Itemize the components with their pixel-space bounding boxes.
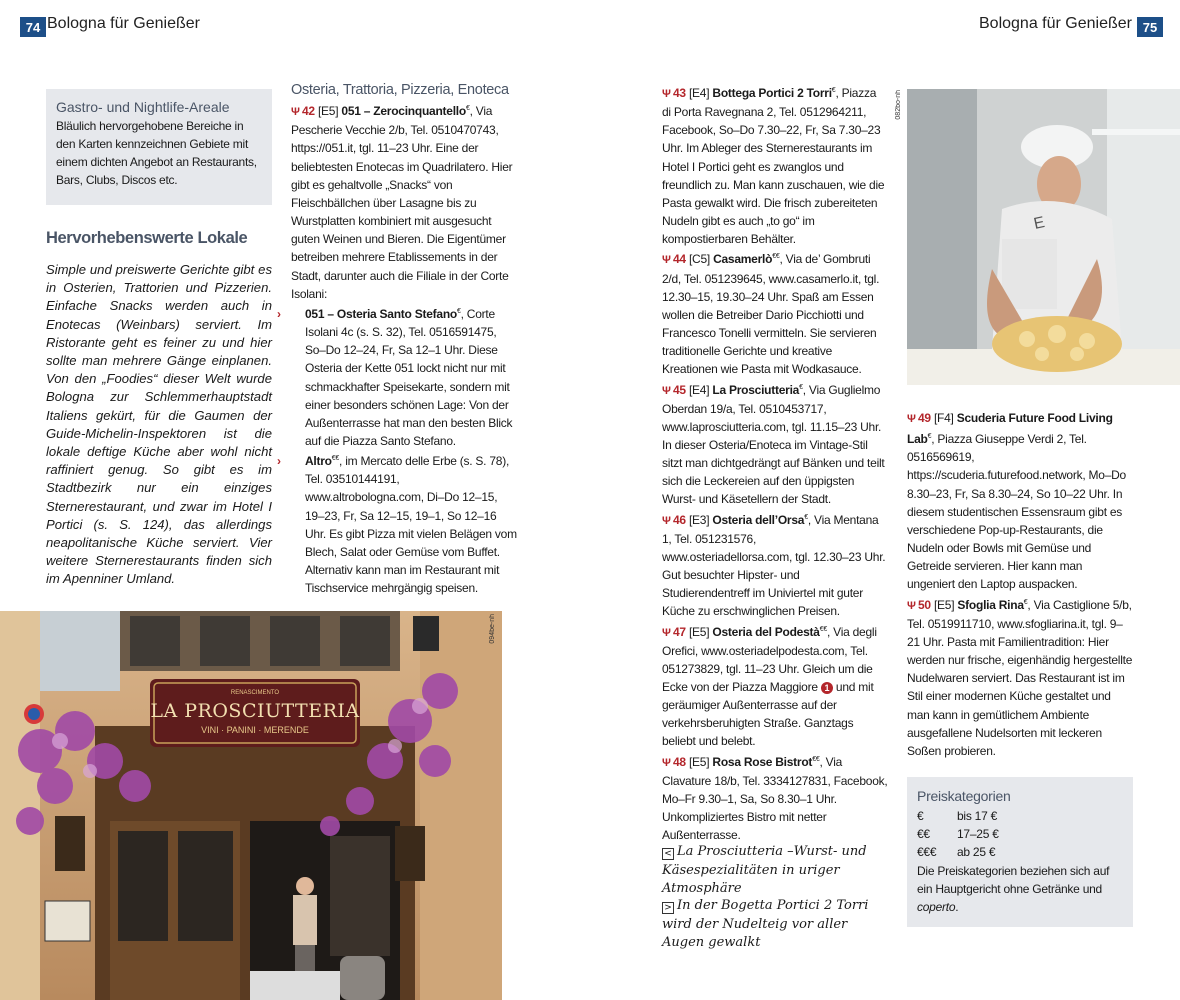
price-row — [917, 825, 1123, 843]
price-row — [917, 843, 1123, 861]
arrow-right-icon: > — [662, 902, 674, 914]
fork-knife-icon: Ψ — [907, 413, 916, 425]
entry-name: Osteria dell’Orsa — [712, 512, 805, 527]
pasta-maker-image — [907, 89, 1180, 385]
left-column-2 — [277, 81, 517, 597]
right-column-4 — [907, 409, 1133, 760]
svg-text:E: E — [1032, 214, 1047, 233]
caption-prosciutteria — [662, 843, 888, 899]
intro-paragraph: Simple und preiswerte Gerichte gibt es in Osterien, Trattorien und Pizzerien. Einfache Snacks werden auch in Enotecas (Weinbars) serviert. Im Ristorante geht es feiner zu und hier sollte man mehrere Gänge einplanen. Von den „Foodies“ dieser Welt wurde Bologna zur Schlemmerhauptstadt Italiens gekürt, für die Gaumen der Guide-Michelin-Inspektoren ist die lokale deftige Küche aber wohl nicht raffiniert genug. So gibt es im Stadtbezirk nur ein einziges Sternerestaurant, und zwar im Hotel I Portici (s. S. 124), das allerdings neapolitanische Küche serviert. Vier weitere Sternerestaurants finden sich im Apenniner Umland. — [46, 262, 272, 587]
chevron-right-icon: › — [277, 454, 281, 469]
entry-number: 50 — [918, 597, 931, 612]
grid-ref: [E5] — [688, 754, 710, 769]
entry-text: , im Mercato delle Erbe (s. S. 78), Tel. 03510144191, www.altrobologna.com, Di–Do 12–15, 19–23, Fr, Sa 12–15, 19–1, So 12–16 Uhr. Es gibt Pizza mit vielen Belägen vom Blech, Salat oder Gemüse vom Buffet. Alternativ kann man im Restaurant mit Tischservice mehrgängig speisen. — [305, 454, 517, 596]
entry-43 — [662, 82, 888, 248]
entry-number: 49 — [918, 411, 931, 425]
price-category-box — [907, 777, 1133, 927]
entry-name: Bottega Portici 2 Torri — [712, 86, 832, 100]
price-range: bis 17 € — [957, 809, 998, 824]
entry-name: 051 – Zerocinquantello — [341, 104, 466, 119]
price-range: 17–25 € — [957, 827, 999, 842]
map-reference-badge: 1 — [821, 682, 833, 694]
entry-name: Altro — [305, 454, 332, 469]
photo-credit-left: 094be-nh — [489, 614, 496, 644]
section-title: Hervorhebenswerte Lokale — [46, 229, 248, 247]
caption-text: In der Bogetta Portici 2 Torri wird der Nudelteig vor aller Augen gewalkt — [662, 898, 869, 950]
gastro-box-text: Bläulich hervorgehobene Bereiche in den Karten kennzeichnen Gebiete mit einem dichten Angebot an Restaurants, Bars, Clubs, Discos etc. — [56, 119, 257, 187]
entry-text: , Via Clavature 18/b, Tel. 3334127831, Facebook, Mo–Fr 9.30–1, Sa, So 8.30–1 Uhr. Unkompliziertes Bistro mit netter Außenterrasse. — [662, 754, 888, 843]
price-range: ab 25 € — [957, 845, 996, 860]
price-mark: €€ — [331, 455, 340, 463]
entry-text: , Via Castiglione 5/b, Tel. 0519911710, www.sfogliarina.it, tgl. 9–21 Uhr. Pasta mit Familientradition: Hier werden nur frische, eigenhändig hergestellte Nudelwaren serviert. Das Restaurant ist im Stil einer modernen Küche gestaltet und man kann in gemütlichem Ambiente ausgefallene Nudelsorten mit leckeren Soßen probieren. — [907, 597, 1133, 758]
gastro-info-box — [46, 89, 272, 205]
branch-santo-stefano — [277, 303, 517, 450]
fork-knife-icon: Ψ — [662, 384, 671, 397]
grid-ref: [C5] — [688, 252, 710, 267]
price-row — [917, 807, 1123, 825]
branch-altro — [277, 450, 517, 597]
page-number-left: 74 — [20, 17, 46, 37]
caption-bottega — [662, 897, 888, 953]
fork-knife-icon: Ψ — [662, 514, 671, 527]
price-mark: € — [804, 513, 808, 521]
price-mark: € — [831, 87, 836, 94]
price-box-note: Die Preiskategorien beziehen sich auf ein Hauptgericht ohne Getränke und coperto. — [917, 863, 1110, 914]
entry-name: Rosa Rose Bistrot — [712, 754, 813, 769]
sign-top-text: RENASCIMENTO — [230, 690, 280, 696]
entry-name: Sfoglia Rina — [957, 597, 1024, 612]
fork-knife-icon: Ψ — [662, 88, 671, 100]
price-mark: € — [799, 383, 803, 391]
price-mark: € — [927, 433, 932, 441]
entry-name: 051 – Osteria Santo Stefano — [305, 306, 457, 321]
entry-text: , Via Guglielmo Oberdan 19/a, Tel. 0510453717, www.laprosciutteria.com, tgl. 11.15–23 Uhr. In dieser Osteria/Enoteca im Vintage-Stil sitzt man dichtgedrängt auf Bänken und teilt sich die Leckereien auf den üppigsten Wurst- und Käsetellern der Stadt. — [662, 382, 885, 507]
grid-ref: [E5] — [933, 597, 955, 612]
category-subheading: Osteria, Trattoria, Pizzeria, Enoteca — [291, 82, 509, 98]
entry-47 — [662, 621, 888, 751]
page-number-right: 75 — [1137, 17, 1163, 37]
price-mark: € — [456, 307, 461, 315]
price-mark: € — [1023, 598, 1028, 606]
fork-knife-icon: Ψ — [662, 254, 671, 267]
entry-number: 42 — [302, 104, 315, 119]
entry-number: 44 — [673, 252, 686, 267]
entry-text: , Piazza Giuseppe Verdi 2, Tel. 0516569619, https://scuderia.futurefood.network, Mo–Do 8.30–23, Fr, Sa 8.30–24, So 10–22 Uhr. In diesem studentischen Essensraum gibt es verschiedene Pop-up-Restaurants, die Nudeln oder Bowls mit Gemüse und Getreide servieren. Hier kann man ungeniert den Laptop auspacken. — [907, 432, 1126, 592]
grid-ref: [E4] — [688, 382, 710, 397]
entry-text: , Via de’ Gombruti 2/d, Tel. 051239645, www.casamerlo.it, tgl. 12.30–15, 19.30–24 Uhr. Spaß am Essen wollen die Betreiber Dario Picchiotti und Francesco Tonelli vermitteln. Sie servieren traditionelle Gerichte und kreative Kreationen wie Pasta mit Wodkasauce. — [662, 252, 880, 377]
arrow-left-icon: < — [662, 848, 674, 860]
entry-text: , Piazza di Porta Ravegnana 2, Tel. 0512964211, Facebook, So–Do 7.30–22, Fr, Sa 7.30–23 Uhr. Im Ableger des Sternerestaurants im Hotel I Portici geht es zwanglos und freundlich zu. Man kann zuschauen, wie die Pasta gewalkt wird. Die frisch zubereiteten Nudeln gibt es auch „to go“ im kompostierbaren Behälter. — [662, 86, 885, 247]
entry-text: , Corte Isolani 4c (s. S. 32), Tel. 0516591475, So–Do 12–24, Fr, Sa 12–1 Uhr. Diese Osteria der Kette 051 lockt nicht nur mit schmackhafter Speisekarte, sondern mit einer besonders schönen Lage: Von der Außenterrasse hat man den besten Blick auf die Piazza Santo Stefano. — [305, 306, 513, 448]
gastro-box-title: Gastro- und Nightlife-Areale — [56, 99, 230, 115]
sign-text: LA PROSCIUTTERIA — [150, 700, 360, 722]
photo-la-prosciutteria — [0, 611, 502, 1000]
price-symbol: €€ — [917, 827, 930, 842]
entry-42 — [291, 100, 517, 303]
entry-text: und mit geräumiger Außenterrasse auf der verkehrsberuhigten Straße. Ganztags beliebt und belebt. — [662, 680, 874, 749]
price-mark: €€ — [772, 253, 780, 261]
entry-48 — [662, 751, 888, 845]
caption-text: La Prosciutteria –Wurst- und Käsespezialitäten in uriger Atmosphäre — [662, 844, 867, 896]
price-mark: €€ — [819, 625, 827, 633]
fork-knife-icon: Ψ — [291, 106, 300, 119]
entry-number: 48 — [673, 754, 686, 769]
chevron-right-icon: › — [277, 306, 281, 321]
entry-49 — [907, 409, 1133, 594]
grid-ref: [E5] — [317, 104, 339, 119]
fork-knife-icon: Ψ — [907, 599, 916, 612]
grid-ref: [E4] — [688, 86, 710, 100]
running-head-right: Bologna für Genießer — [979, 15, 1132, 32]
entry-number: 46 — [673, 512, 686, 527]
grid-ref: [E5] — [688, 624, 710, 639]
entry-name: La Prosciutteria — [712, 382, 800, 397]
sign-sub-text: VINI · PANINI · MERENDE — [201, 725, 309, 735]
photo-bottega-pasta — [907, 89, 1180, 385]
fork-knife-icon: Ψ — [662, 756, 671, 769]
running-head-left: Bologna für Genießer — [47, 15, 200, 32]
prosciutteria-storefront-image — [0, 611, 502, 1000]
price-box-title: Preiskategorien — [917, 788, 1011, 804]
price-mark: € — [465, 105, 470, 113]
price-symbol: € — [917, 809, 924, 824]
entry-number: 45 — [673, 382, 686, 397]
entry-name: Osteria del Podestà — [712, 624, 820, 639]
fork-knife-icon: Ψ — [662, 626, 671, 639]
entry-46 — [662, 509, 888, 621]
price-symbol: €€€ — [917, 845, 937, 860]
photo-credit-right: 082bo-nh — [895, 90, 902, 120]
entry-text: , Via Mentana 1, Tel. 051231576, www.osteriadellorsa.com, tgl. 12.30–23 Uhr. Gut besuchter Hipster- und Studierendentreff im Univiertel mit guter Küche zu erschwinglichen Preisen. — [662, 512, 886, 619]
entry-name: Casamerlò — [713, 252, 773, 267]
right-column-3 — [662, 82, 888, 844]
entry-number: 43 — [673, 86, 686, 100]
grid-ref: [E3] — [688, 512, 710, 527]
grid-ref: [F4] — [933, 411, 954, 425]
entry-text: , Via degli Orefici, www.osteriadelpodesta.com, Tel. 051273829, tgl. 11–23 Uhr. Gleich um die Ecke von der Piazza Maggiore — [662, 624, 877, 694]
entry-name: Scuderia Future Food Living Lab — [907, 411, 1113, 447]
entry-44 — [662, 248, 888, 378]
entry-45 — [662, 379, 888, 509]
entry-text: , Via Pescherie Vecchie 2/b, Tel. 0510470743, https://051.it, tgl. 11–23 Uhr. Eine der beliebtesten Enotecas im Quadrilatero. Hier gibt es gehaltvolle „Snacks“ von Fleischbällchen über Lasagne bis zu Wurstplatten kombiniert mit ausgesucht guten Weinen und Bieren. Die Eigentümer betreiben mehrere Etablissements in der Stadt, darunter auch die Filiale in der Corte Isolani: — [291, 104, 513, 301]
entry-50 — [907, 594, 1133, 760]
price-mark: €€ — [812, 755, 820, 763]
entry-number: 47 — [673, 624, 686, 639]
